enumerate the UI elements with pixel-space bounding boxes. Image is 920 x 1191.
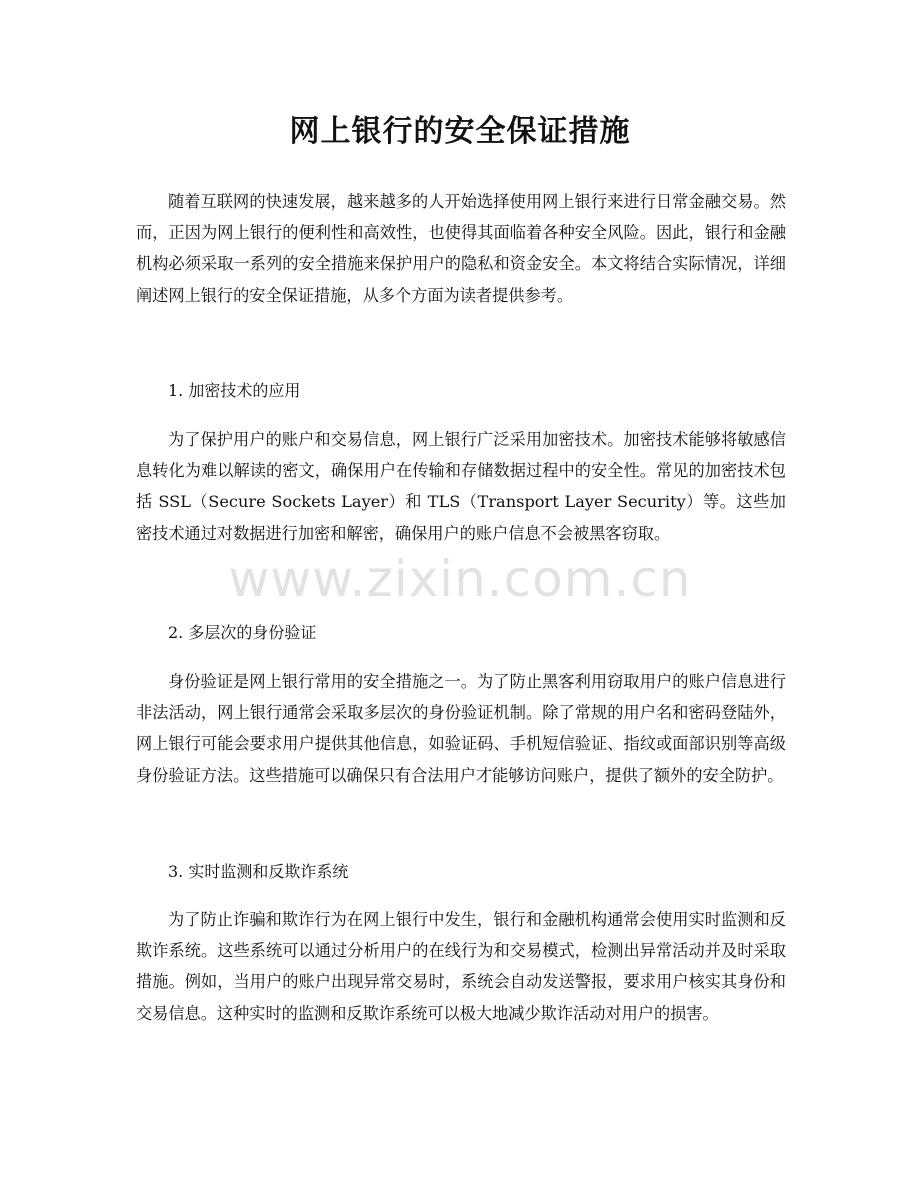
intro-paragraph: 随着互联网的快速发展，越来越多的人开始选择使用网上银行来进行日常金融交易。然而，正因为网上银行的便利性和高效性，也使得其面临着各种安全风险。因此，银行和金融机构必须采取一系列的安全措施来保护用户的隐私和资金安全。本文将结合实际情况，详细阐述网上银行的安全保证措施，从多个方面为读者提供参考。 bbox=[136, 192, 786, 305]
section-3-heading: 3. 实时监测和反欺诈系统 bbox=[168, 862, 349, 881]
section-1-heading: 1. 加密技术的应用 bbox=[168, 381, 301, 400]
section-1-body: 为了保护用户的账户和交易信息，网上银行广泛采用加密技术。加密技术能够将敏感信息转化为难以解读的密文，确保用户在传输和存储数据过程中的安全性。常见的加密技术包括 SSL（Secure Sockets Layer）和 TLS（Transport Layer Security）等。这些加密技术通过对数据进行加密和解密，确保用户的账户信息不会被黑客窃取。 bbox=[136, 430, 786, 543]
section-2-body: 身份验证是网上银行常用的安全措施之一。为了防止黑客利用窃取用户的账户信息进行非法活动，网上银行通常会采取多层次的身份验证机制。除了常规的用户名和密码登陆外，网上银行可能会要求用户提供其他信息，如验证码、手机短信验证、指纹或面部识别等高级身份验证方法。这些措施可以确保只有合法用户才能够访问账户，提供了额外的安全防护。 bbox=[136, 672, 786, 785]
section-3-body: 为了防止诈骗和欺诈行为在网上银行中发生，银行和金融机构通常会使用实时监测和反欺诈系统。这些系统可以通过分析用户的在线行为和交易模式，检测出异常活动并及时采取措施。例如，当用户的账户出现异常交易时，系统会自动发送警报，要求用户核实其身份和交易信息。这种实时的监测和反欺诈系统可以极大地减少欺诈活动对用户的损害。 bbox=[136, 910, 786, 1023]
section-2-heading: 2. 多层次的身份验证 bbox=[168, 623, 317, 642]
watermark: www.zixin.com.cn bbox=[228, 550, 692, 608]
document-title: 网上银行的安全保证措施 bbox=[289, 114, 631, 149]
